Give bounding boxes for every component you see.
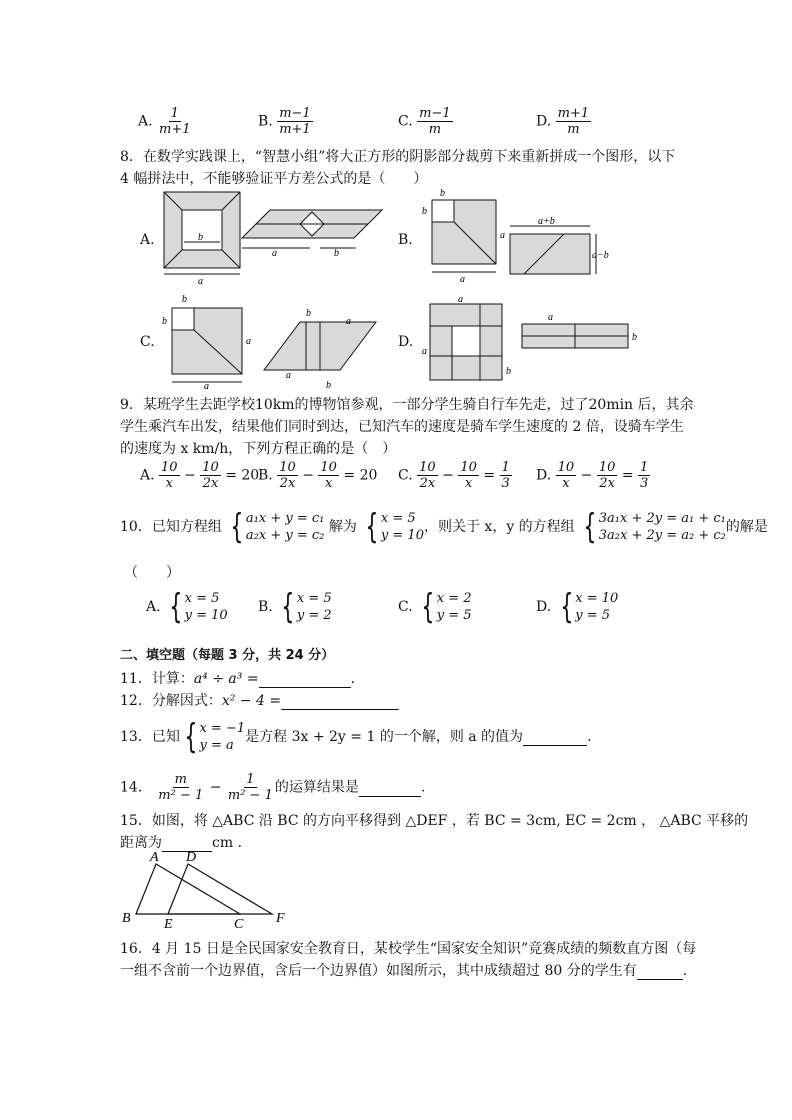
fig-c-label-b: b [182,294,187,305]
q8-figure-c [160,290,380,390]
q11: 11．计算：a⁴ ÷ a³ = . [120,671,356,687]
point-f: F [276,911,285,926]
q8-label-a: A. [140,232,155,248]
fig-d-label-b: b [506,366,511,377]
q9-line3: 的速度为 x km/h，下列方程正确的是（ ） [120,441,397,457]
fig-c-label-a3: a [346,316,351,327]
q8-label-d: D. [398,334,414,350]
q8-figure-b [420,188,620,288]
q7-option-b: B. $\frac{m-1}{m+1}$ [258,106,311,137]
point-b: B [122,911,131,926]
fig-a-label-b2: b [334,248,339,259]
fig-d-label-b2: b [632,332,637,343]
point-e: E [164,917,173,928]
fig-a-label-a: a [198,276,203,287]
point-c: C [234,917,244,928]
q10-option-c: C. { x = 2 y = 5 [398,587,472,627]
fig-a-label-a2: a [272,248,277,259]
q8-figure-a [160,188,390,288]
q16-line2: 一组不含前一个边界值，含后一个边界值）如图所示，其中成绩超过 80 分的学生有 . [120,963,688,979]
q7-option-a: A. $\frac{1}{m+1}$ [138,106,191,137]
section-2-heading: 二、填空题（每题 3 分，共 24 分） [120,648,335,663]
fig-b-label-a: a [500,230,505,241]
q16-line1: 16．4 月 15 日是全民国家安全教育日，某校学生“国家安全知识”竞赛成绩的频数直方图（每 [120,941,697,957]
q15-line1: 15．如图，将 △ABC 沿 BC 的方向平移得到 △DEF ，若 BC = 3cm, EC = 2cm ， △ABC 平移的 [120,813,749,829]
point-d: D [186,850,197,865]
q11-answer-blank[interactable] [259,671,351,688]
fig-d-label-a2: a [422,346,427,357]
fig-c-label-b4: b [326,380,331,390]
fig-d-label-a: a [458,296,463,305]
q15-line2: 距离为 cm . [120,835,243,851]
fig-c-label-a2: a [204,381,209,390]
q14-answer-blank[interactable] [359,780,421,797]
q13-answer-blank[interactable] [523,729,587,746]
q10-stem: 10．已知方程组 { a₁x + y = c₁ a₂x + y = c₂ 解为 { x = 5 y = 10 ，则关于 x，y 的方程组 { 3a₁x + 2y = a₁ + c₁ 3a₂x + 2y = a₂ + c₂ 的解是 [120,507,768,547]
q8-figure-d [420,296,640,388]
q9-line2: 学生乘汽车出发，结果他们同时到达，已知汽车的速度是骑车学生速度的 2 倍，设骑车学生 [120,419,684,435]
q7-option-c: C. $\frac{m-1}{m}$ [398,106,451,137]
fig-b-label-b: b [440,188,445,199]
fig-c-label-b2: b [162,316,167,327]
q10-option-a: A. { x = 5 y = 10 [146,587,228,627]
point-a: A [150,850,159,865]
q8-line1: 8．在数学实践课上，“智慧小组”将大正方形的阴影部分裁剪下来重新拼成一个图形，以下 [120,149,676,165]
fig-b-label-amb: a−b [592,250,609,261]
q14: 14． $\frac{m}{\text{m² − 1}}$ − $\frac{1}{\text{m² − 1}}$ 的运算结果是 . [120,772,426,803]
q8-label-c: C. [140,334,155,350]
q9-option-b: B. $\frac{10}{2x}$ − $\frac{10}{x}$ = 20 [258,460,378,491]
q8-label-b: B. [398,232,413,248]
fig-a-label-b: b [198,232,203,243]
q10-option-b: B. { x = 5 y = 2 [258,587,332,627]
fig-d-label-a3: a [548,312,553,323]
fig-b-label-b2: b [422,206,427,217]
q12: 12．分解因式：x² − 4 = [120,690,399,710]
q9-option-c: C. $\frac{10}{2x}$ − $\frac{10}{x}$ = $\frac{1}{3}$ [398,460,510,491]
q15-triangle-figure [116,848,296,928]
q7-option-d: D. $\frac{m+1}{m}$ [536,106,590,137]
fig-c-label-a: a [246,336,251,347]
q13: 13．已知 { x = −1 y = a 是方程 3x + 2y = 1 的一个解，则 a 的值为 . [120,717,592,757]
fig-c-label-b3: b [306,308,311,319]
q16-answer-blank[interactable] [637,963,683,980]
q10-paren: （ ） [124,565,180,581]
q10-option-d: D. { x = 10 y = 5 [536,587,619,627]
q9-option-a: A. $\frac{10}{x}$ − $\frac{10}{2x}$ = 20 [140,460,260,491]
fig-b-label-a2: a [460,274,465,285]
fig-b-label-apb: a+b [538,216,555,227]
q12-answer-blank[interactable] [281,693,399,710]
q9-line1: 9．某班学生去距学校10km的博物馆参观，一部分学生骑自行车先走，过了20min 后，其余 [120,397,694,413]
fig-c-label-a4: a [286,370,291,381]
q9-option-d: D. $\frac{10}{x}$ − $\frac{10}{2x}$ = $\frac{1}{3}$ [536,460,649,491]
q8-line2: 4 幅拼法中，不能够验证平方差公式的是（ ） [120,171,428,187]
